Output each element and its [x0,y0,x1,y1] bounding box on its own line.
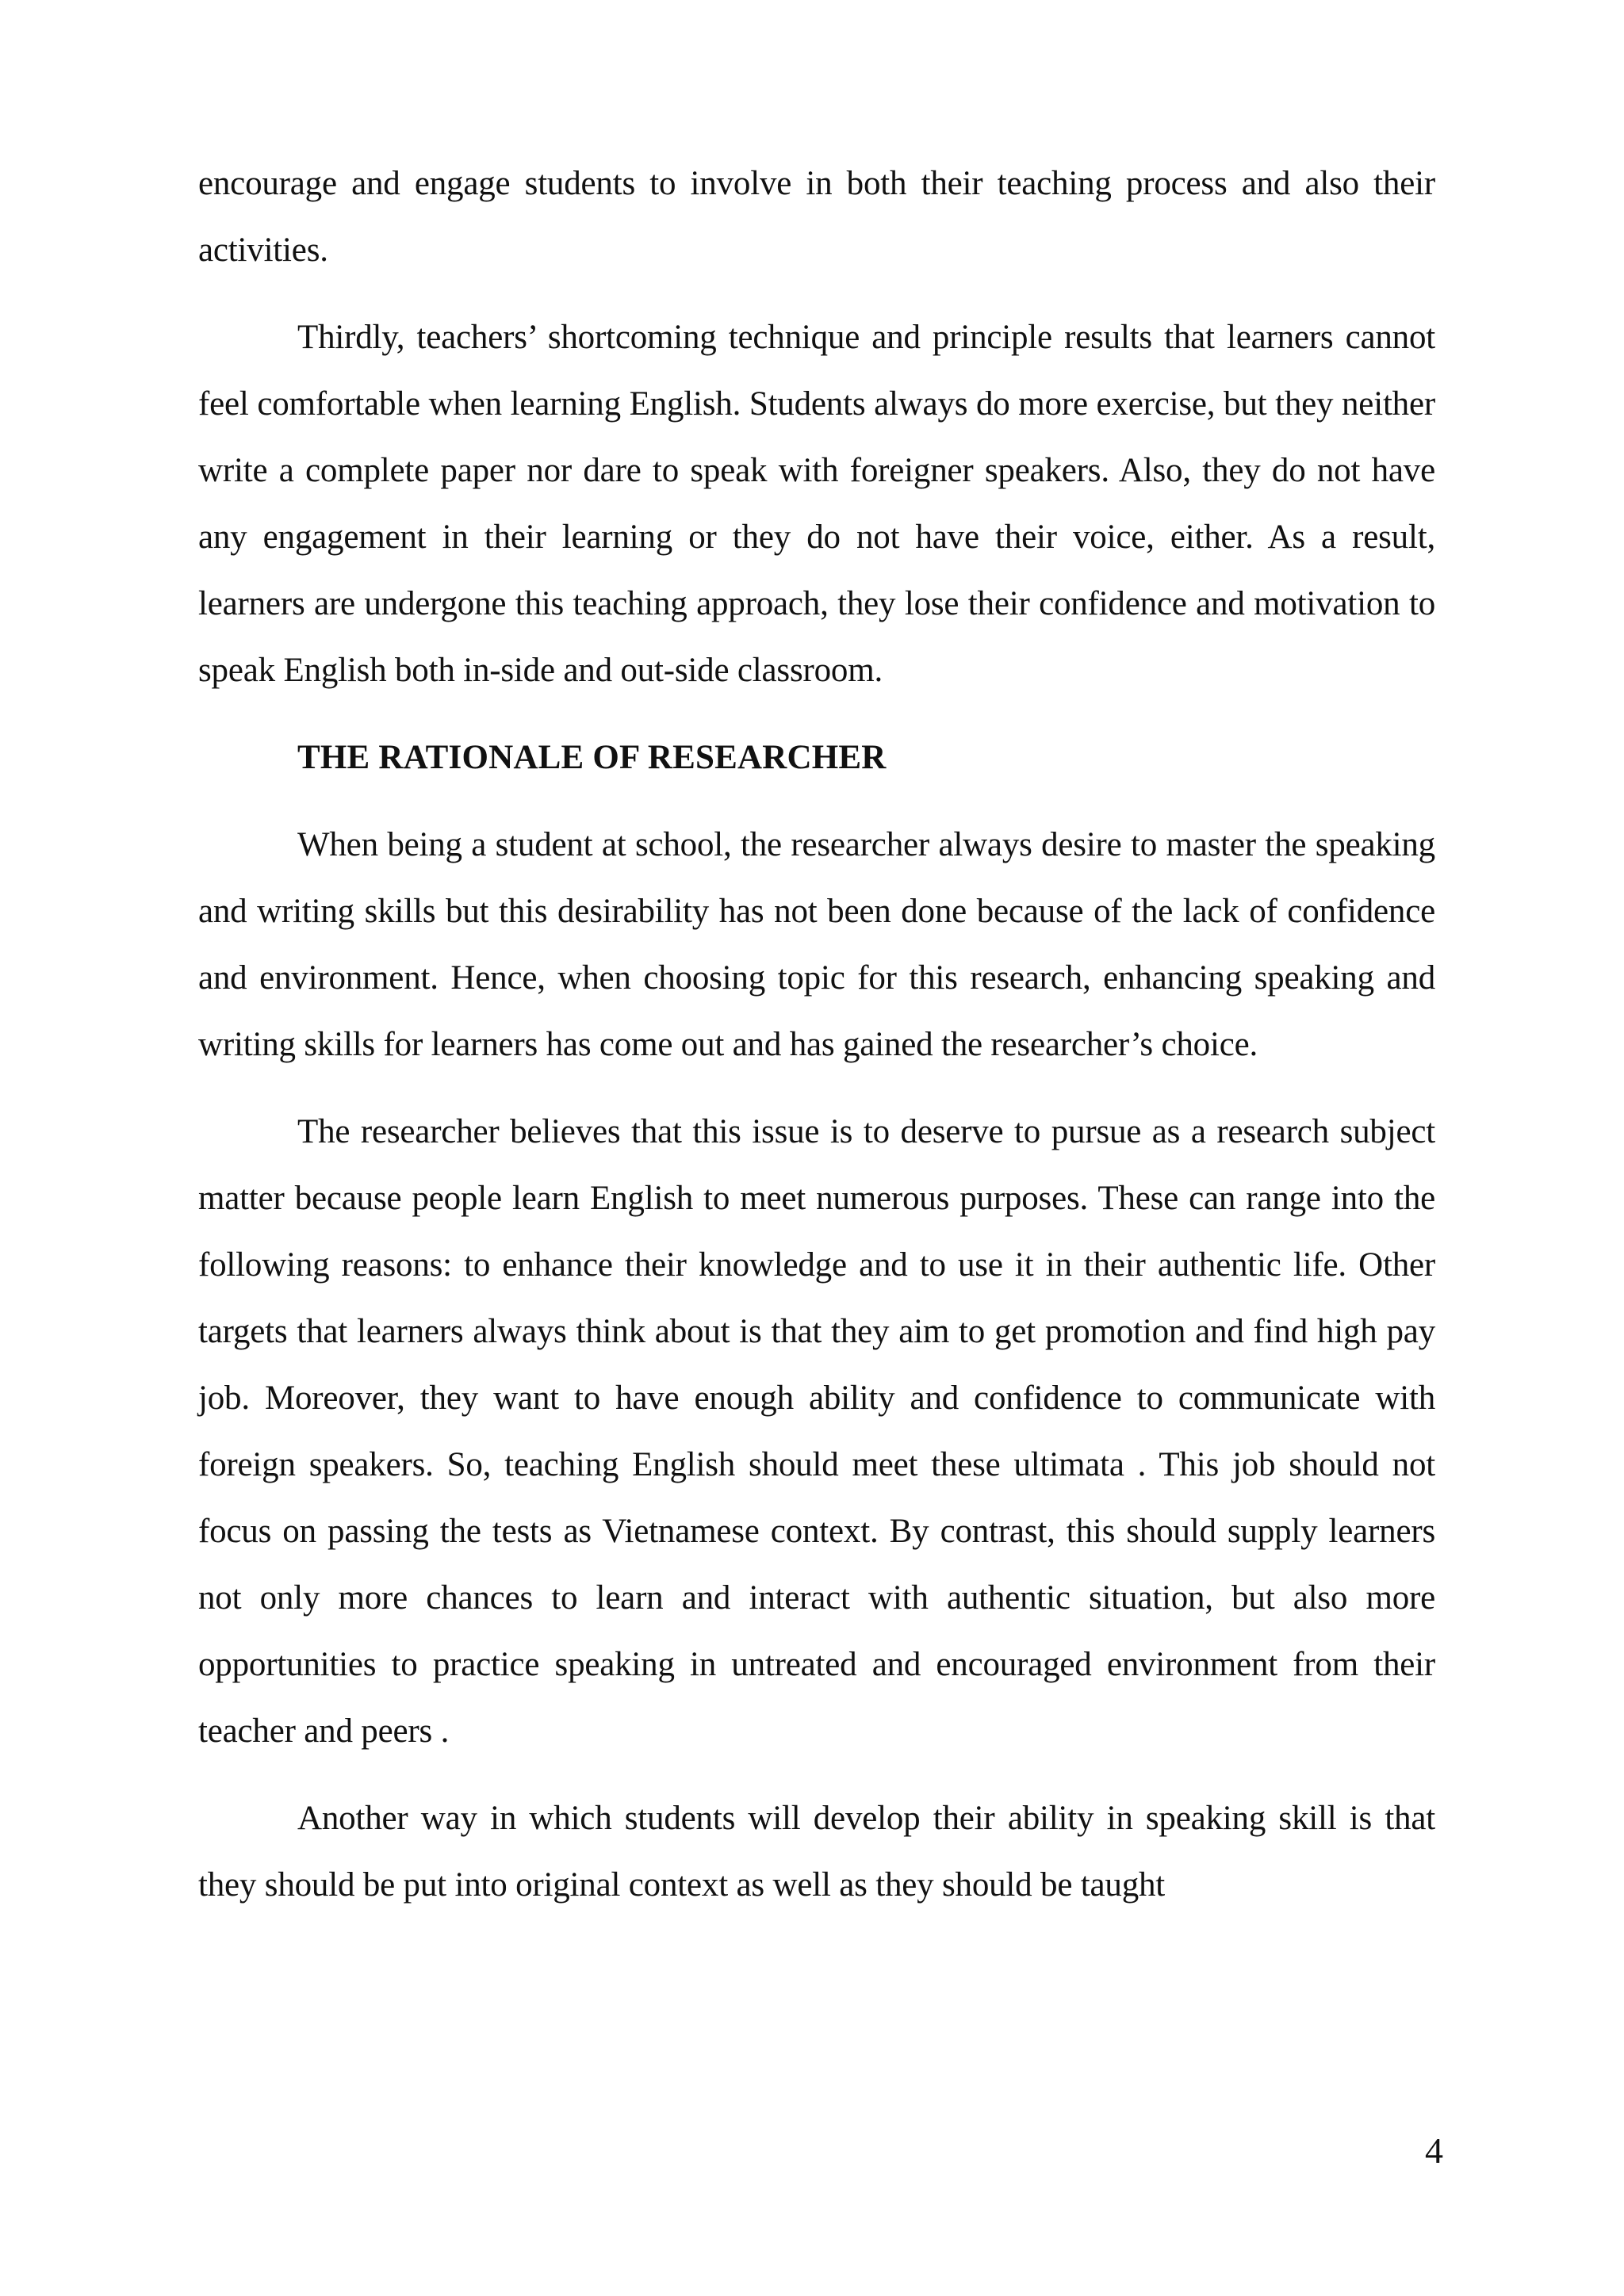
paragraph-thirdly: Thirdly, teachers’ shortcoming technique and principle results that learners cannot feel comfortable when learning English. Students always do more exercise, but they neither write a complete paper nor dare to speak with foreigner speakers. Also, they do not have any engagement in their learning or they do not have their voice, either. As a result, learners are undergone this teaching approach, they lose their confidence and motivation to speak English both in-side and out-side classroom. [198,319,1435,689]
page-number: 4 [1425,2130,1443,2171]
paragraph-rationale: When being a student at school, the researcher always desire to master the speaking and writing skills but this desirability has not been done because of the lack of confidence and environment. Hence, when choosing topic for this research, enhancing speaking and writing skills for learners has come out and has gained the researcher’s choice. [198,826,1435,1063]
paragraph-continued: encourage and engage students to involve in both their teaching process and also their activities. [198,165,1435,269]
paragraph-researcher-believes: The researcher believes that this issue is to deserve to pursue as a research subject matter because people learn English to meet numerous purposes. These can range into the following reasons: to enhance their knowledge and to use it in their authentic life. Other targets that learners always think about is that they aim to get promotion and find high pay job. Moreover, they want to have enough ability and confidence to communicate with foreign speakers. So, teaching English should meet these ultimata . This job should not focus on passing the tests as Vietnamese context. By contrast, this should supply learners not only more chances to learn and interact with authentic situation, but also more opportunities to practice speaking in untreated and encouraged environment from their teacher and peers . [198,1113,1435,1750]
section-heading: THE RATIONALE OF RESEARCHER [297,739,887,776]
paragraph-another-way: Another way in which students will develop their ability in speaking skill is that they should be put into original context as well as they should be taught [198,1800,1435,1904]
document-page [198,151,1435,2180]
